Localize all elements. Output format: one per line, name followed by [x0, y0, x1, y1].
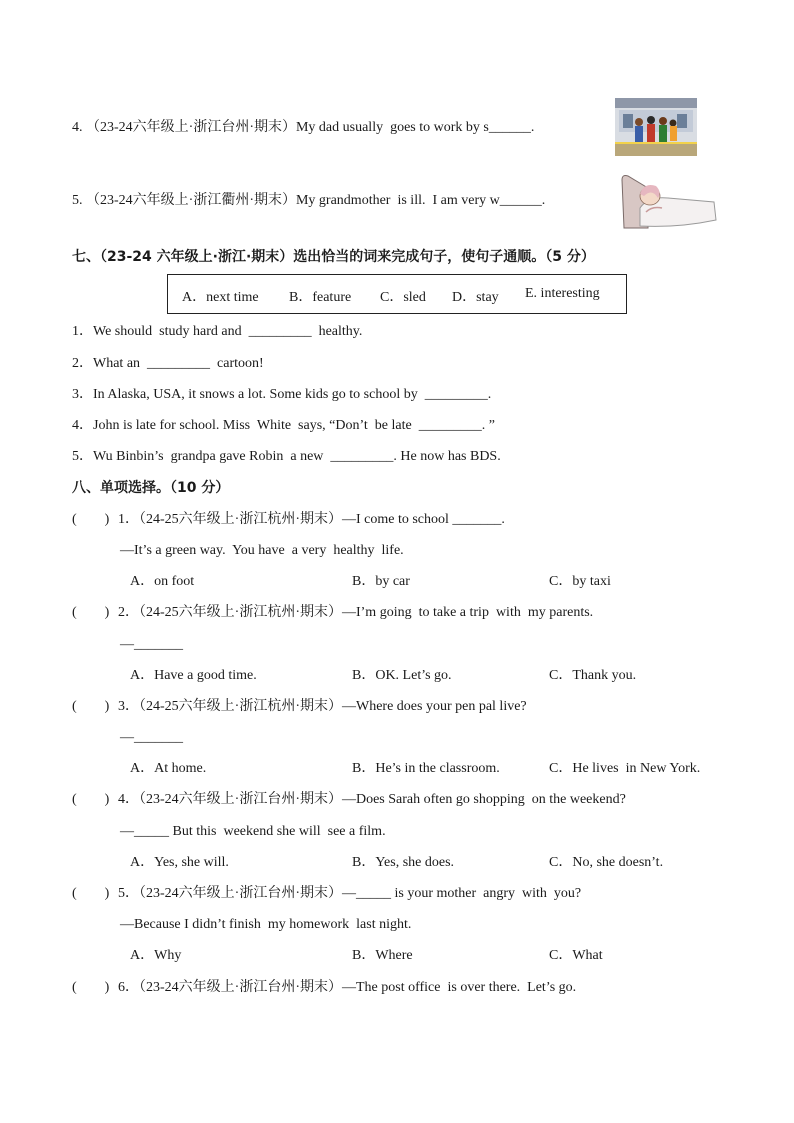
word-option-d: D．stay	[452, 290, 499, 305]
mc-3-option-b[interactable]: B．He’s in the classroom.	[352, 761, 500, 776]
answer-paren-4[interactable]: ( )	[72, 792, 110, 807]
mc-5-option-b[interactable]: B．Where	[352, 948, 413, 963]
mc-question-2: 2．（24-25六年级上·浙江杭州·期末）—I’m going to take a trip with my parents.	[118, 605, 594, 620]
mc-question-1: 1．（24-25六年级上·浙江杭州·期末）—I come to school _______.	[118, 512, 505, 527]
mc-reply-1: —It’s a green way. You have a very healthy life.	[120, 543, 404, 558]
answer-paren-2[interactable]: ( )	[72, 605, 110, 620]
answer-paren-3[interactable]: ( )	[72, 699, 110, 714]
part7-question-3: 3．In Alaska, USA, it snows a lot. Some kids go to school by _________.	[72, 387, 492, 402]
mc-1-option-a[interactable]: A．on foot	[130, 574, 195, 589]
mc-4-option-b[interactable]: B．Yes, she does.	[352, 855, 455, 870]
mc-question-5: 5．（23-24六年级上·浙江台州·期末）—_____ is your mother angry with you?	[118, 886, 582, 901]
part7-question-2: 2．What an _________ cartoon!	[72, 356, 264, 371]
part8-heading: 八、单项选择。（10 分）	[72, 480, 230, 496]
mc-question-6: 6．（23-24六年级上·浙江台州·期末）—The post office is over there. Let’s go.	[118, 980, 577, 995]
word-option-e: E. interesting	[525, 286, 600, 301]
subway-illustration-icon	[615, 98, 697, 156]
part7-heading: 七、（23-24 六年级上·浙江·期末）选出恰当的词来完成句子，使句子通顺。（5 分）	[72, 249, 595, 265]
word-option-c: C．sled	[380, 290, 426, 305]
mc-3-option-c[interactable]: C．He lives in New York.	[549, 761, 701, 776]
mc-2-option-a[interactable]: A．Have a good time.	[130, 668, 257, 683]
part7-question-1: 1．We should study hard and _________ healthy.	[72, 324, 363, 339]
mc-5-option-a[interactable]: A．Why	[130, 948, 182, 963]
mc-question-3: 3．（24-25六年级上·浙江杭州·期末）—Where does your pen pal live?	[118, 699, 527, 714]
word-bank-box	[167, 274, 627, 314]
mc-4-option-c[interactable]: C．No, she doesn’t.	[549, 855, 664, 870]
part6-question-5: 5. （23-24六年级上·浙江衢州·期末）My grandmother is ill. I am very w______.	[72, 193, 546, 208]
mc-4-option-a[interactable]: A．Yes, she will.	[130, 855, 229, 870]
mc-reply-3: —_______	[120, 730, 183, 745]
part7-question-4: 4．John is late for school. Miss White says, “Don’t be late _________. ”	[72, 418, 495, 433]
answer-paren-5[interactable]: ( )	[72, 886, 110, 901]
answer-paren-6[interactable]: ( )	[72, 980, 110, 995]
mc-question-4: 4．（23-24六年级上·浙江台州·期末）—Does Sarah often go shopping on the weekend?	[118, 792, 626, 807]
mc-3-option-a[interactable]: A．At home.	[130, 761, 207, 776]
mc-1-option-c[interactable]: C．by taxi	[549, 574, 611, 589]
sick-grandmother-illustration-icon	[618, 168, 718, 232]
mc-2-option-c[interactable]: C．Thank you.	[549, 668, 637, 683]
answer-paren-1[interactable]: ( )	[72, 512, 110, 527]
mc-2-option-b[interactable]: B．OK. Let’s go.	[352, 668, 452, 683]
part7-question-5: 5．Wu Binbin’s grandpa gave Robin a new _________. He now has BDS.	[72, 449, 501, 464]
mc-reply-5: —Because I didn’t finish my homework last night.	[120, 917, 412, 932]
mc-1-option-b[interactable]: B．by car	[352, 574, 410, 589]
word-option-b: B．feature	[289, 290, 352, 305]
mc-reply-4: —_____ But this weekend she will see a film.	[120, 824, 386, 839]
word-option-a: A．next time	[182, 290, 259, 305]
mc-reply-2: —_______	[120, 637, 183, 652]
part6-question-4: 4. （23-24六年级上·浙江台州·期末）My dad usually goes to work by s______.	[72, 120, 535, 135]
mc-5-option-c[interactable]: C．What	[549, 948, 603, 963]
